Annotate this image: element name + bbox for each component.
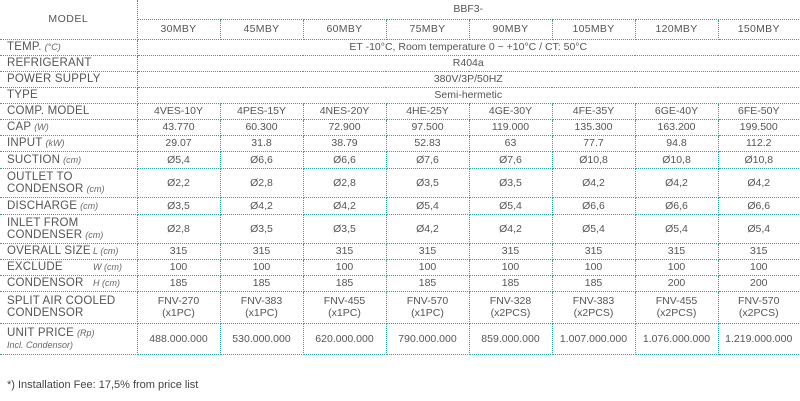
cell: Ø2,2: [137, 168, 220, 197]
cell: Ø3,5: [386, 168, 469, 197]
row-size-l: [0, 243, 799, 259]
cell: 200: [718, 275, 799, 291]
cell: 29.07: [137, 135, 220, 151]
cell: 77.7: [552, 135, 635, 151]
cell: Ø4,2: [718, 168, 799, 197]
type-value: Semi-hermetic: [137, 87, 799, 103]
cell: 6GE-40Y: [635, 103, 718, 119]
cell: 1.007.000.000: [552, 323, 635, 354]
row-label: EXCLUDE W (cm): [0, 259, 137, 275]
cell: Ø4,2: [303, 197, 386, 214]
cell: 100: [635, 259, 718, 275]
cell: 185: [137, 275, 220, 291]
temp-value: ET -10°C, Room temperature 0 ~ +10°C / CT: 50°C: [137, 39, 799, 55]
row-inlet: [0, 214, 799, 243]
row-size-w: [0, 259, 799, 275]
cell: 163.200: [635, 119, 718, 135]
cell: 185: [386, 275, 469, 291]
row-label: REFRIGERANT: [0, 55, 137, 71]
model-name: 120MBY: [635, 19, 718, 39]
cell: Ø5,4: [386, 197, 469, 214]
model-name: 30MBY: [137, 19, 220, 39]
row-label: OUTLET TO CONDENSOR (cm): [0, 168, 137, 197]
cell: Ø6,6: [552, 197, 635, 214]
cell: 4GE-30Y: [469, 103, 552, 119]
cell: 1.219.000.000: [718, 323, 799, 354]
cell: Ø6,6: [303, 151, 386, 168]
row-label: INLET FROM CONDENSER (cm): [0, 214, 137, 243]
footnote: *) Installation Fee: 17,5% from price list: [7, 379, 199, 391]
cell: 185: [552, 275, 635, 291]
cell: 100: [220, 259, 303, 275]
cell: 100: [552, 259, 635, 275]
cell: Ø2,8: [137, 214, 220, 243]
cell: 620.000.000: [303, 323, 386, 354]
model-name: 45MBY: [220, 19, 303, 39]
cell: 315: [552, 243, 635, 259]
cell: 4VES-10Y: [137, 103, 220, 119]
row-cap: [0, 119, 799, 135]
cell: 100: [469, 259, 552, 275]
header-row-series: [0, 0, 799, 19]
cell: Ø2,8: [220, 168, 303, 197]
cell: 4PES-15Y: [220, 103, 303, 119]
cell: 112.2: [718, 135, 799, 151]
cell: Ø6,6: [635, 197, 718, 214]
cell: 199.500: [718, 119, 799, 135]
cell: Ø10,8: [635, 151, 718, 168]
cell: FNV-570 (x1PC): [386, 291, 469, 323]
cell: Ø3,5: [137, 197, 220, 214]
row-input: [0, 135, 799, 151]
row-comp: [0, 103, 799, 119]
cell: 97.500: [386, 119, 469, 135]
series-header: BBF3-: [137, 0, 799, 19]
cell: Ø5,4: [137, 151, 220, 168]
cell: Ø4,2: [386, 214, 469, 243]
cell: 315: [386, 243, 469, 259]
row-label: TYPE: [0, 87, 137, 103]
row-label: CONDENSOR H (cm): [0, 275, 137, 291]
row-split: [0, 291, 799, 323]
cell: 1.076.000.000: [635, 323, 718, 354]
model-header: MODEL: [0, 0, 137, 39]
row-label: SPLIT AIR COOLED CONDENSOR: [0, 291, 137, 323]
cell: 100: [386, 259, 469, 275]
row-temp: [0, 39, 799, 55]
cell: 4NES-20Y: [303, 103, 386, 119]
model-name: 150MBY: [718, 19, 799, 39]
cell: Ø4,2: [469, 214, 552, 243]
cell: 315: [220, 243, 303, 259]
cell: Ø2,8: [303, 168, 386, 197]
cell: Ø5,4: [718, 214, 799, 243]
cell: FNV-328 (x2PCS): [469, 291, 552, 323]
cell: Ø7,6: [386, 151, 469, 168]
cell: Ø5,4: [469, 197, 552, 214]
cell: 530.000.000: [220, 323, 303, 354]
row-discharge: [0, 197, 799, 214]
cell: Ø5,4: [635, 214, 718, 243]
cell: Ø4,2: [220, 197, 303, 214]
cell: Ø3,5: [303, 214, 386, 243]
cell: 185: [469, 275, 552, 291]
row-suction: [0, 151, 799, 168]
row-price: [0, 323, 799, 354]
refrigerant-value: R404a: [137, 55, 799, 71]
cell: FNV-570 (x2PCS): [718, 291, 799, 323]
cell: Ø6,6: [220, 151, 303, 168]
cell: 63: [469, 135, 552, 151]
row-outlet: [0, 168, 799, 197]
cell: 38.79: [303, 135, 386, 151]
cell: 4FE-35Y: [552, 103, 635, 119]
row-refrigerant: [0, 55, 799, 71]
cell: 488.000.000: [137, 323, 220, 354]
cell: Ø7,6: [469, 151, 552, 168]
cell: 60.300: [220, 119, 303, 135]
model-name: 105MBY: [552, 19, 635, 39]
row-power: [0, 71, 799, 87]
cell: FNV-383 (x2PCS): [552, 291, 635, 323]
cell: 94.8: [635, 135, 718, 151]
cell: Ø10,8: [718, 151, 799, 168]
cell: Ø4,2: [635, 168, 718, 197]
row-label: SUCTION (cm): [0, 151, 137, 168]
cell: 52.83: [386, 135, 469, 151]
cell: Ø10,8: [552, 151, 635, 168]
cell: 200: [635, 275, 718, 291]
cell: 790.000.000: [386, 323, 469, 354]
row-label: OVERALL SIZE L (cm): [0, 243, 137, 259]
cell: 315: [303, 243, 386, 259]
power-value: 380V/3P/50HZ: [137, 71, 799, 87]
cell: FNV-455 (x2PCS): [635, 291, 718, 323]
model-name: 90MBY: [469, 19, 552, 39]
model-name: 75MBY: [386, 19, 469, 39]
cell: 31.8: [220, 135, 303, 151]
cell: 6FE-50Y: [718, 103, 799, 119]
cell: 135.300: [552, 119, 635, 135]
row-label: DISCHARGE (cm): [0, 197, 137, 214]
cell: 859.000.000: [469, 323, 552, 354]
cell: Ø5,4: [552, 214, 635, 243]
cell: 315: [635, 243, 718, 259]
cell: 100: [137, 259, 220, 275]
row-label: COMP. MODEL: [0, 103, 137, 119]
cell: Ø3,5: [220, 214, 303, 243]
cell: Ø6,6: [718, 197, 799, 214]
row-label: POWER SUPPLY: [0, 71, 137, 87]
cell: 100: [303, 259, 386, 275]
row-label: TEMP. (°C): [0, 39, 137, 55]
cell: 72.900: [303, 119, 386, 135]
cell: 185: [303, 275, 386, 291]
cell: 315: [469, 243, 552, 259]
row-label: UNIT PRICE (Rp) Incl. Condensor): [0, 323, 137, 354]
row-label: CAP (W): [0, 119, 137, 135]
cell: Ø3,5: [469, 168, 552, 197]
cell: 315: [718, 243, 799, 259]
cell: 119.000: [469, 119, 552, 135]
cell: FNV-455 (x1PC): [303, 291, 386, 323]
row-size-h: [0, 275, 799, 291]
row-type: [0, 87, 799, 103]
row-label: INPUT (kW): [0, 135, 137, 151]
cell: 43.770: [137, 119, 220, 135]
cell: 185: [220, 275, 303, 291]
cell: 100: [718, 259, 799, 275]
cell: 315: [137, 243, 220, 259]
cell: FNV-383 (x1PC): [220, 291, 303, 323]
cell: Ø4,2: [552, 168, 635, 197]
cell: FNV-270 (x1PC): [137, 291, 220, 323]
model-name: 60MBY: [303, 19, 386, 39]
cell: 4HE-25Y: [386, 103, 469, 119]
